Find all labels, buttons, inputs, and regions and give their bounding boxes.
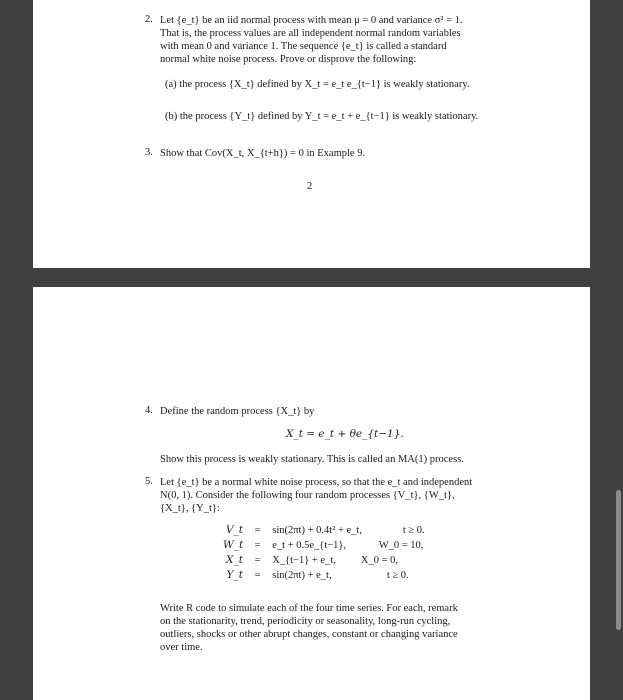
problem-3-number: 3.	[145, 147, 153, 158]
problem-5-closing-line-1: Write R code to simulate each of the four time series. For each, remark	[160, 603, 458, 614]
problem-4-text: Show this process is weakly stationary. This is called an MA(1) process.	[160, 454, 464, 465]
equation-row-y: Y_t = sin(2πt) + e_t, t ≥ 0.	[226, 569, 409, 581]
problem-4-intro: Define the random process {X_t} by	[160, 406, 315, 417]
equation-row-x: X_t = X_{t−1} + e_t, X_0 = 0,	[226, 554, 399, 566]
problem-2-line-3: with mean 0 and variance 1. The sequence {e_t} is called a standard	[160, 41, 447, 52]
problem-5-line-1: Let {e_t} be a normal white noise process, so that the e_t and independent	[160, 477, 473, 488]
problem-2-number: 2.	[145, 14, 153, 25]
document-page-1	[33, 0, 590, 268]
problem-5-closing-line-2: on the stationarity, trend, periodicity or seasonality, long-run cycling,	[160, 616, 451, 627]
problem-4-equation: X_t = e_t + θe_{t−1}.	[286, 428, 404, 440]
problem-2b: (b) the process {Y_t} defined by Y_t = e_t + e_{t−1} is weakly stationary.	[165, 111, 479, 122]
document-page-2	[33, 287, 590, 700]
equation-row-w: W_t = e_t + 0.5e_{t−1}, W_0 = 10,	[223, 539, 424, 551]
equation-row-v: V_t = sin(2πt) + 0.4t² + e_t, t ≥ 0.	[225, 524, 425, 536]
equation-array	[223, 523, 483, 583]
problem-5-line-3: {X_t}, {Y_t}:	[160, 503, 220, 514]
problem-2-line-1: Let {e_t} be an iid normal process with mean μ = 0 and variance σ² = 1.	[160, 15, 463, 26]
scrollbar-thumb[interactable]	[616, 490, 621, 630]
problem-3-text: Show that Cov(X_t, X_{t+h}) = 0 in Example 9.	[160, 148, 366, 159]
problem-2-line-4: normal white noise process. Prove or disprove the following:	[160, 54, 417, 65]
problem-4-number: 4.	[145, 405, 153, 416]
problem-5-number: 5.	[145, 476, 153, 487]
problem-2a: (a) the process {X_t} defined by X_t = e_t e_{t−1} is weakly stationary.	[165, 79, 470, 90]
problem-5-line-2: N(0, 1). Consider the following four random processes {V_t}, {W_t},	[160, 490, 455, 501]
problem-5-closing-line-3: outliers, shocks or other abrupt changes, constant or changing variance	[160, 629, 458, 640]
problem-2-line-2: That is, the process values are all independent normal random variables	[160, 28, 461, 39]
page-number: 2	[307, 181, 313, 192]
problem-5-closing-line-4: over time.	[160, 642, 203, 653]
